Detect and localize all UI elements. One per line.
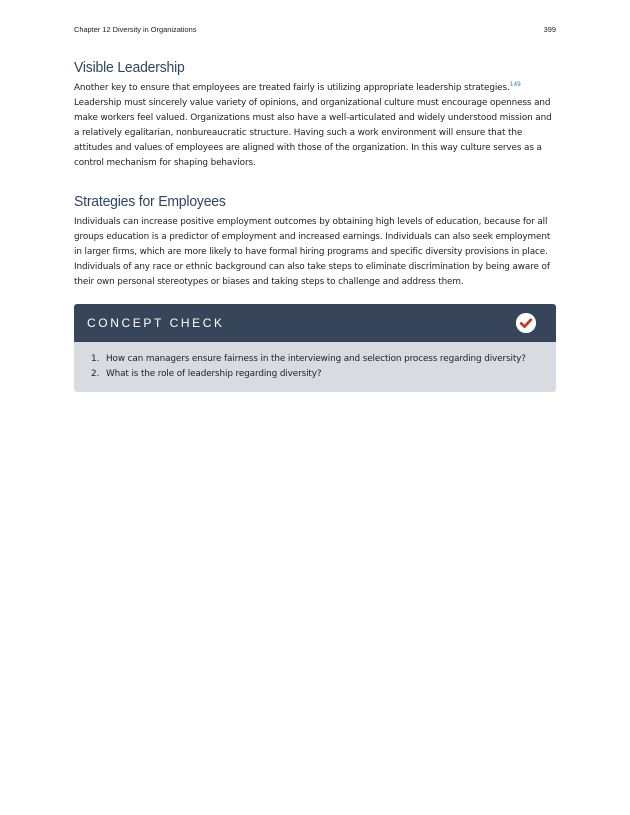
section-visible-leadership: [74, 59, 556, 171]
concept-check-header: [74, 304, 556, 342]
list-item: [74, 352, 556, 367]
page-header: [74, 25, 556, 37]
concept-check-title: CONCEPT CHECK: [87, 316, 225, 330]
running-header-chapter: Chapter 12 Diversity in Organizations: [74, 25, 197, 34]
page-content: [74, 56, 556, 392]
section-paragraph: [74, 81, 556, 171]
concept-check-body: [74, 342, 556, 392]
list-item-text: How can managers ensure fairness in the interviewing and selection process regarding diversity?: [106, 354, 526, 364]
concept-check-box: [74, 304, 556, 392]
footnote-link[interactable]: 149: [509, 81, 521, 89]
section-strategies-for-employees: [74, 193, 556, 290]
list-item: [74, 367, 556, 382]
check-circle-icon: [516, 313, 536, 333]
section-heading: Strategies for Employees: [74, 193, 226, 210]
section-heading: Visible Leadership: [74, 59, 185, 76]
page-number: 399: [543, 25, 556, 34]
list-item-text: What is the role of leadership regarding diversity?: [106, 369, 322, 379]
concept-check-list: [74, 352, 556, 382]
section-paragraph: Individuals can increase positive employment outcomes by obtaining high levels of education, because for all groups education is a predictor of employment and increased earnings. Individuals can also seek employment in larger firms, which are more likely to have formal hiring programs and specific diversity provisions in place. Individuals of any race or ethnic background can also take steps to eliminate discrimination by being aware of their own personal stereotypes or biases and taking steps to challenge and address them.: [74, 217, 551, 287]
paragraph-text: Another key to ensure that employees are treated fairly is utilizing appropriate leadership strategies.: [74, 83, 510, 93]
paragraph-text-continued: Leadership must sincerely value variety of opinions, and organizational culture must encourage openness and make workers feel valued. Organizations must also have a well-articulated and widely understood mission and a relatively egalitarian, nonbureaucratic structure. Having such a work environment will ensure that the attitudes and values of employees are aligned with those of the organization. In this way culture serves as a control mechanism for shaping behaviors.: [74, 98, 552, 168]
list-item-number: 1.: [91, 354, 100, 364]
list-item-number: 2.: [91, 369, 100, 379]
